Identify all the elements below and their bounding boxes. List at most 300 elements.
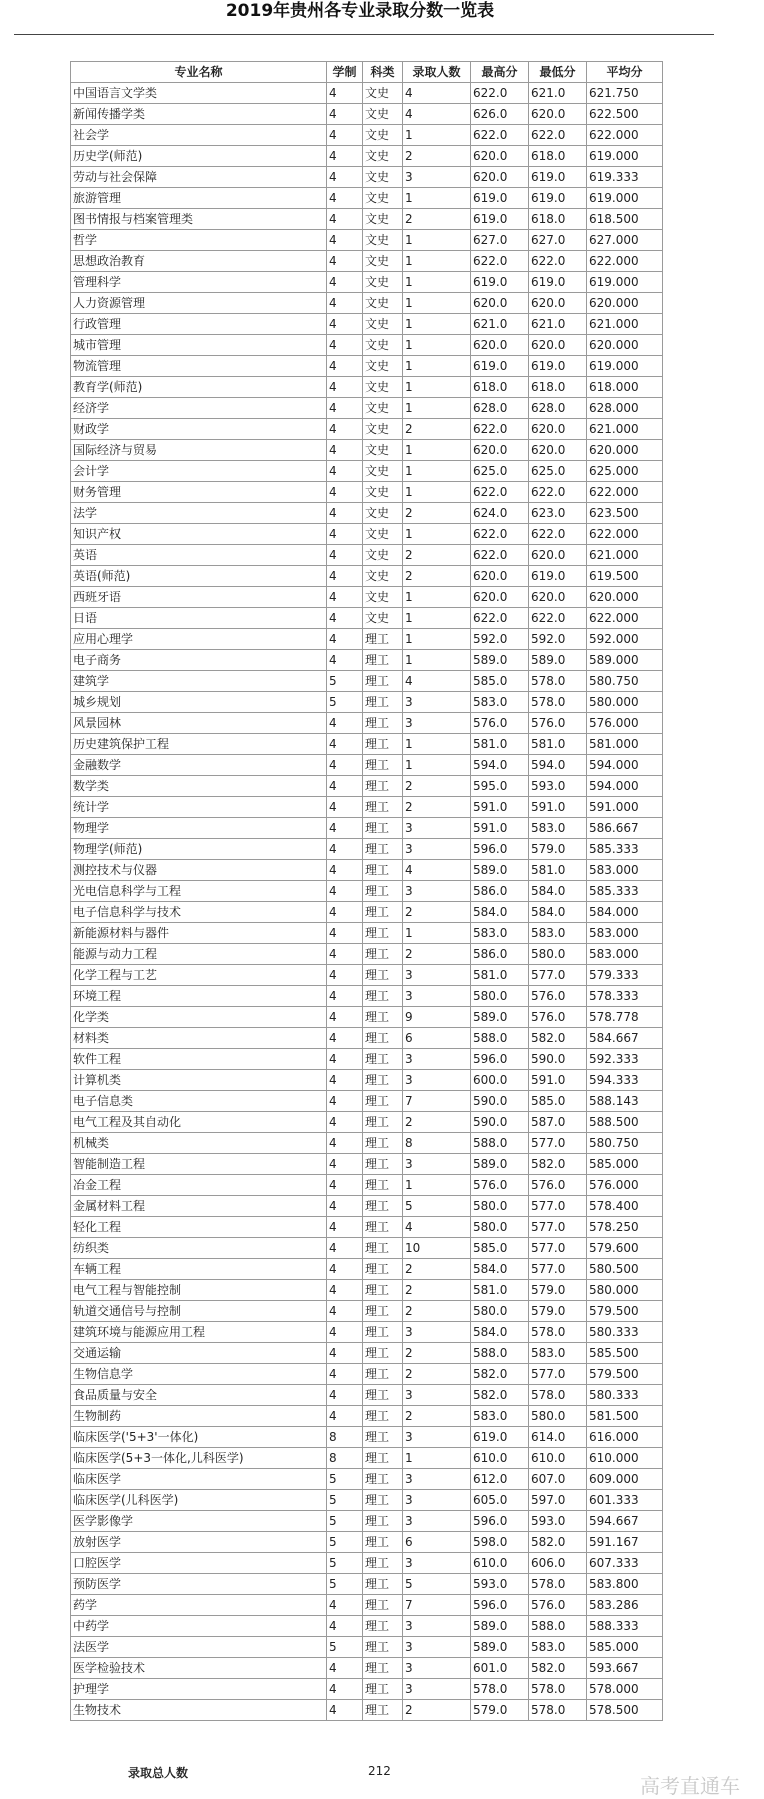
- cell-duration: 4: [327, 1700, 363, 1721]
- table-row: [71, 314, 663, 335]
- cell-avg-score: 601.333: [587, 1490, 663, 1511]
- cell-admitted-count: 1: [403, 608, 471, 629]
- cell-major-name: 英语(师范): [71, 566, 327, 587]
- cell-avg-score: 619.000: [587, 146, 663, 167]
- cell-major-name: 医学检验技术: [71, 1658, 327, 1679]
- cell-major-name: 统计学: [71, 797, 327, 818]
- cell-major-name: 化学类: [71, 1007, 327, 1028]
- table-row: [71, 1385, 663, 1406]
- cell-duration: 4: [327, 1658, 363, 1679]
- cell-admitted-count: 1: [403, 629, 471, 650]
- cell-avg-score: 580.750: [587, 671, 663, 692]
- table-row: [71, 398, 663, 419]
- cell-major-name: 智能制造工程: [71, 1154, 327, 1175]
- cell-duration: 4: [327, 734, 363, 755]
- table-row: [71, 482, 663, 503]
- table-row: [71, 1406, 663, 1427]
- cell-max-score: 590.0: [471, 1112, 529, 1133]
- cell-category: 理工: [363, 755, 403, 776]
- cell-major-name: 口腔医学: [71, 1553, 327, 1574]
- table-row: [71, 272, 663, 293]
- cell-admitted-count: 3: [403, 1490, 471, 1511]
- cell-major-name: 经济学: [71, 398, 327, 419]
- cell-duration: 4: [327, 608, 363, 629]
- cell-max-score: 600.0: [471, 1070, 529, 1091]
- cell-admitted-count: 2: [403, 146, 471, 167]
- cell-max-score: 580.0: [471, 1217, 529, 1238]
- cell-admitted-count: 2: [403, 1259, 471, 1280]
- cell-category: 文史: [363, 545, 403, 566]
- cell-max-score: 585.0: [471, 1238, 529, 1259]
- table-row: [71, 146, 663, 167]
- cell-category: 理工: [363, 1553, 403, 1574]
- table-row: [71, 902, 663, 923]
- cell-admitted-count: 2: [403, 1364, 471, 1385]
- cell-admitted-count: 1: [403, 272, 471, 293]
- cell-duration: 5: [327, 1553, 363, 1574]
- cell-avg-score: 583.000: [587, 923, 663, 944]
- cell-major-name: 新能源材料与器件: [71, 923, 327, 944]
- cell-duration: 4: [327, 314, 363, 335]
- cell-admitted-count: 9: [403, 1007, 471, 1028]
- cell-category: 理工: [363, 1469, 403, 1490]
- cell-avg-score: 580.500: [587, 1259, 663, 1280]
- cell-category: 理工: [363, 1259, 403, 1280]
- cell-max-score: 591.0: [471, 797, 529, 818]
- cell-admitted-count: 6: [403, 1532, 471, 1553]
- cell-major-name: 法学: [71, 503, 327, 524]
- cell-major-name: 旅游管理: [71, 188, 327, 209]
- cell-admitted-count: 4: [403, 1217, 471, 1238]
- cell-admitted-count: 1: [403, 1175, 471, 1196]
- cell-duration: 5: [327, 1532, 363, 1553]
- table-row: [71, 1469, 663, 1490]
- cell-max-score: 620.0: [471, 167, 529, 188]
- table-row: [71, 419, 663, 440]
- cell-admitted-count: 1: [403, 377, 471, 398]
- cell-major-name: 财政学: [71, 419, 327, 440]
- cell-min-score: 578.0: [529, 1574, 587, 1595]
- table-body: [71, 83, 663, 1721]
- cell-major-name: 预防医学: [71, 1574, 327, 1595]
- cell-min-score: 619.0: [529, 566, 587, 587]
- cell-min-score: 584.0: [529, 881, 587, 902]
- cell-min-score: 579.0: [529, 1301, 587, 1322]
- cell-admitted-count: 2: [403, 902, 471, 923]
- cell-min-score: 620.0: [529, 335, 587, 356]
- cell-min-score: 620.0: [529, 440, 587, 461]
- cell-avg-score: 588.500: [587, 1112, 663, 1133]
- cell-major-name: 纺织类: [71, 1238, 327, 1259]
- cell-min-score: 607.0: [529, 1469, 587, 1490]
- cell-duration: 4: [327, 398, 363, 419]
- cell-min-score: 580.0: [529, 944, 587, 965]
- cell-min-score: 582.0: [529, 1658, 587, 1679]
- cell-duration: 4: [327, 629, 363, 650]
- table-row: [71, 776, 663, 797]
- cell-avg-score: 579.600: [587, 1238, 663, 1259]
- cell-min-score: 606.0: [529, 1553, 587, 1574]
- cell-category: 理工: [363, 1616, 403, 1637]
- cell-min-score: 578.0: [529, 692, 587, 713]
- cell-min-score: 576.0: [529, 986, 587, 1007]
- table-row: [71, 1091, 663, 1112]
- cell-major-name: 新闻传播学类: [71, 104, 327, 125]
- cell-max-score: 610.0: [471, 1553, 529, 1574]
- cell-duration: 4: [327, 1364, 363, 1385]
- cell-avg-score: 578.250: [587, 1217, 663, 1238]
- cell-major-name: 思想政治教育: [71, 251, 327, 272]
- cell-duration: 5: [327, 1469, 363, 1490]
- cell-duration: 4: [327, 1343, 363, 1364]
- cell-admitted-count: 3: [403, 839, 471, 860]
- cell-max-score: 584.0: [471, 902, 529, 923]
- cell-major-name: 临床医学(5+3一体化,儿科医学): [71, 1448, 327, 1469]
- cell-duration: 4: [327, 587, 363, 608]
- cell-max-score: 619.0: [471, 209, 529, 230]
- cell-max-score: 619.0: [471, 272, 529, 293]
- cell-avg-score: 580.750: [587, 1133, 663, 1154]
- table-row: [71, 797, 663, 818]
- cell-avg-score: 585.333: [587, 881, 663, 902]
- cell-min-score: 592.0: [529, 629, 587, 650]
- cell-major-name: 护理学: [71, 1679, 327, 1700]
- cell-major-name: 图书情报与档案管理类: [71, 209, 327, 230]
- cell-category: 理工: [363, 1532, 403, 1553]
- cell-min-score: 576.0: [529, 1007, 587, 1028]
- cell-admitted-count: 3: [403, 1427, 471, 1448]
- cell-admitted-count: 2: [403, 1112, 471, 1133]
- cell-min-score: 579.0: [529, 1280, 587, 1301]
- table-row: [71, 83, 663, 104]
- cell-max-score: 583.0: [471, 923, 529, 944]
- cell-major-name: 临床医学: [71, 1469, 327, 1490]
- cell-category: 理工: [363, 1574, 403, 1595]
- cell-min-score: 578.0: [529, 1700, 587, 1721]
- cell-admitted-count: 1: [403, 398, 471, 419]
- cell-admitted-count: 1: [403, 734, 471, 755]
- table-row: [71, 734, 663, 755]
- cell-max-score: 620.0: [471, 293, 529, 314]
- cell-avg-score: 622.000: [587, 608, 663, 629]
- cell-category: 文史: [363, 188, 403, 209]
- cell-admitted-count: 5: [403, 1196, 471, 1217]
- cell-min-score: 577.0: [529, 1133, 587, 1154]
- cell-admitted-count: 10: [403, 1238, 471, 1259]
- cell-major-name: 食品质量与安全: [71, 1385, 327, 1406]
- cell-duration: 4: [327, 923, 363, 944]
- table-row: [71, 1007, 663, 1028]
- cell-min-score: 587.0: [529, 1112, 587, 1133]
- watermark-logo: 高考直通车: [640, 1774, 740, 1798]
- header-max-score: 最高分: [471, 62, 529, 83]
- cell-min-score: 577.0: [529, 1259, 587, 1280]
- cell-max-score: 585.0: [471, 671, 529, 692]
- header-duration: 学制: [327, 62, 363, 83]
- cell-max-score: 589.0: [471, 650, 529, 671]
- cell-avg-score: 619.000: [587, 356, 663, 377]
- cell-admitted-count: 3: [403, 1658, 471, 1679]
- cell-avg-score: 585.500: [587, 1343, 663, 1364]
- cell-duration: 4: [327, 335, 363, 356]
- cell-min-score: 619.0: [529, 356, 587, 377]
- cell-category: 文史: [363, 335, 403, 356]
- table-row: [71, 1238, 663, 1259]
- cell-major-name: 能源与动力工程: [71, 944, 327, 965]
- table-row: [71, 230, 663, 251]
- cell-major-name: 材料类: [71, 1028, 327, 1049]
- cell-avg-score: 623.500: [587, 503, 663, 524]
- cell-max-score: 627.0: [471, 230, 529, 251]
- cell-duration: 4: [327, 1217, 363, 1238]
- cell-admitted-count: 4: [403, 860, 471, 881]
- cell-max-score: 586.0: [471, 881, 529, 902]
- cell-duration: 4: [327, 1028, 363, 1049]
- cell-major-name: 建筑学: [71, 671, 327, 692]
- cell-max-score: 589.0: [471, 1007, 529, 1028]
- table-row: [71, 965, 663, 986]
- cell-category: 理工: [363, 902, 403, 923]
- cell-duration: 5: [327, 1637, 363, 1658]
- cell-min-score: 622.0: [529, 251, 587, 272]
- cell-category: 文史: [363, 167, 403, 188]
- cell-category: 文史: [363, 608, 403, 629]
- table-row: [71, 1574, 663, 1595]
- cell-admitted-count: 3: [403, 1553, 471, 1574]
- cell-duration: 4: [327, 902, 363, 923]
- cell-admitted-count: 3: [403, 1322, 471, 1343]
- cell-duration: 4: [327, 1091, 363, 1112]
- table-row: [71, 503, 663, 524]
- cell-min-score: 619.0: [529, 167, 587, 188]
- cell-min-score: 621.0: [529, 83, 587, 104]
- cell-min-score: 619.0: [529, 188, 587, 209]
- cell-category: 理工: [363, 1196, 403, 1217]
- cell-category: 文史: [363, 251, 403, 272]
- cell-category: 理工: [363, 650, 403, 671]
- cell-min-score: 620.0: [529, 545, 587, 566]
- table-row: [71, 1427, 663, 1448]
- cell-category: 理工: [363, 986, 403, 1007]
- cell-admitted-count: 2: [403, 545, 471, 566]
- cell-duration: 4: [327, 797, 363, 818]
- cell-category: 文史: [363, 377, 403, 398]
- cell-admitted-count: 3: [403, 713, 471, 734]
- cell-duration: 4: [327, 818, 363, 839]
- cell-duration: 4: [327, 146, 363, 167]
- table-row: [71, 1595, 663, 1616]
- cell-max-score: 581.0: [471, 1280, 529, 1301]
- cell-duration: 4: [327, 839, 363, 860]
- cell-min-score: 583.0: [529, 1343, 587, 1364]
- cell-max-score: 596.0: [471, 1595, 529, 1616]
- cell-major-name: 金融数学: [71, 755, 327, 776]
- cell-admitted-count: 1: [403, 440, 471, 461]
- cell-max-score: 593.0: [471, 1574, 529, 1595]
- cell-min-score: 610.0: [529, 1448, 587, 1469]
- cell-duration: 4: [327, 860, 363, 881]
- cell-min-score: 619.0: [529, 272, 587, 293]
- cell-duration: 4: [327, 965, 363, 986]
- cell-duration: 4: [327, 419, 363, 440]
- cell-major-name: 轻化工程: [71, 1217, 327, 1238]
- cell-major-name: 放射医学: [71, 1532, 327, 1553]
- cell-major-name: 电气工程及其自动化: [71, 1112, 327, 1133]
- cell-admitted-count: 1: [403, 482, 471, 503]
- cell-avg-score: 584.000: [587, 902, 663, 923]
- cell-admitted-count: 3: [403, 1154, 471, 1175]
- cell-admitted-count: 2: [403, 1406, 471, 1427]
- cell-max-score: 582.0: [471, 1385, 529, 1406]
- cell-admitted-count: 8: [403, 1133, 471, 1154]
- cell-max-score: 584.0: [471, 1322, 529, 1343]
- cell-avg-score: 619.000: [587, 272, 663, 293]
- cell-major-name: 环境工程: [71, 986, 327, 1007]
- cell-category: 理工: [363, 923, 403, 944]
- cell-min-score: 580.0: [529, 1406, 587, 1427]
- table-row: [71, 1175, 663, 1196]
- cell-duration: 4: [327, 461, 363, 482]
- cell-avg-score: 585.000: [587, 1637, 663, 1658]
- cell-category: 理工: [363, 1007, 403, 1028]
- cell-max-score: 580.0: [471, 986, 529, 1007]
- cell-avg-score: 610.000: [587, 1448, 663, 1469]
- cell-major-name: 历史建筑保护工程: [71, 734, 327, 755]
- cell-major-name: 生物信息学: [71, 1364, 327, 1385]
- cell-avg-score: 578.000: [587, 1679, 663, 1700]
- cell-avg-score: 583.000: [587, 860, 663, 881]
- cell-category: 理工: [363, 944, 403, 965]
- cell-category: 理工: [363, 1175, 403, 1196]
- cell-duration: 4: [327, 1070, 363, 1091]
- cell-avg-score: 627.000: [587, 230, 663, 251]
- cell-min-score: 621.0: [529, 314, 587, 335]
- table-row: [71, 1616, 663, 1637]
- cell-admitted-count: 2: [403, 503, 471, 524]
- cell-admitted-count: 7: [403, 1595, 471, 1616]
- cell-max-score: 620.0: [471, 335, 529, 356]
- cell-major-name: 物流管理: [71, 356, 327, 377]
- cell-category: 理工: [363, 1658, 403, 1679]
- cell-major-name: 城乡规划: [71, 692, 327, 713]
- cell-major-name: 物理学(师范): [71, 839, 327, 860]
- cell-duration: 4: [327, 1175, 363, 1196]
- cell-duration: 4: [327, 545, 363, 566]
- cell-duration: 4: [327, 167, 363, 188]
- cell-major-name: 哲学: [71, 230, 327, 251]
- cell-avg-score: 619.333: [587, 167, 663, 188]
- cell-max-score: 618.0: [471, 377, 529, 398]
- cell-admitted-count: 1: [403, 335, 471, 356]
- cell-admitted-count: 3: [403, 986, 471, 1007]
- cell-avg-score: 591.000: [587, 797, 663, 818]
- cell-admitted-count: 1: [403, 755, 471, 776]
- cell-duration: 5: [327, 1574, 363, 1595]
- cell-major-name: 生物制药: [71, 1406, 327, 1427]
- cell-category: 理工: [363, 1301, 403, 1322]
- cell-admitted-count: 1: [403, 524, 471, 545]
- table-row: [71, 1637, 663, 1658]
- table-row: [71, 1280, 663, 1301]
- cell-min-score: 576.0: [529, 713, 587, 734]
- cell-admitted-count: 2: [403, 776, 471, 797]
- cell-avg-score: 607.333: [587, 1553, 663, 1574]
- table-row: [71, 1154, 663, 1175]
- cell-major-name: 英语: [71, 545, 327, 566]
- table-row: [71, 671, 663, 692]
- cell-major-name: 医学影像学: [71, 1511, 327, 1532]
- cell-avg-score: 621.000: [587, 545, 663, 566]
- cell-max-score: 584.0: [471, 1259, 529, 1280]
- cell-duration: 4: [327, 1616, 363, 1637]
- table-row: [71, 881, 663, 902]
- cell-major-name: 国际经济与贸易: [71, 440, 327, 461]
- cell-max-score: 622.0: [471, 524, 529, 545]
- cell-min-score: 582.0: [529, 1028, 587, 1049]
- table-row: [71, 188, 663, 209]
- cell-category: 理工: [363, 797, 403, 818]
- cell-max-score: 596.0: [471, 839, 529, 860]
- table-row: [71, 545, 663, 566]
- cell-min-score: 579.0: [529, 839, 587, 860]
- cell-major-name: 知识产权: [71, 524, 327, 545]
- cell-major-name: 劳动与社会保障: [71, 167, 327, 188]
- table-row: [71, 839, 663, 860]
- cell-category: 文史: [363, 209, 403, 230]
- cell-major-name: 电气工程与智能控制: [71, 1280, 327, 1301]
- cell-duration: 4: [327, 104, 363, 125]
- cell-major-name: 中国语言文学类: [71, 83, 327, 104]
- cell-min-score: 620.0: [529, 587, 587, 608]
- cell-duration: 4: [327, 1322, 363, 1343]
- cell-max-score: 581.0: [471, 965, 529, 986]
- cell-duration: 4: [327, 1259, 363, 1280]
- cell-duration: 4: [327, 1385, 363, 1406]
- cell-min-score: 623.0: [529, 503, 587, 524]
- cell-min-score: 618.0: [529, 146, 587, 167]
- cell-min-score: 627.0: [529, 230, 587, 251]
- cell-major-name: 软件工程: [71, 1049, 327, 1070]
- cell-duration: 4: [327, 524, 363, 545]
- cell-major-name: 城市管理: [71, 335, 327, 356]
- cell-avg-score: 588.143: [587, 1091, 663, 1112]
- cell-major-name: 社会学: [71, 125, 327, 146]
- cell-avg-score: 620.000: [587, 587, 663, 608]
- cell-admitted-count: 4: [403, 83, 471, 104]
- cell-max-score: 579.0: [471, 1700, 529, 1721]
- cell-max-score: 622.0: [471, 125, 529, 146]
- cell-min-score: 622.0: [529, 608, 587, 629]
- cell-duration: 4: [327, 356, 363, 377]
- cell-duration: 5: [327, 1511, 363, 1532]
- cell-admitted-count: 5: [403, 1574, 471, 1595]
- cell-avg-score: 616.000: [587, 1427, 663, 1448]
- cell-major-name: 车辆工程: [71, 1259, 327, 1280]
- table-row: [71, 1112, 663, 1133]
- cell-admitted-count: 2: [403, 566, 471, 587]
- cell-category: 理工: [363, 1406, 403, 1427]
- cell-category: 理工: [363, 1343, 403, 1364]
- cell-max-score: 589.0: [471, 860, 529, 881]
- cell-duration: 4: [327, 1238, 363, 1259]
- cell-max-score: 622.0: [471, 251, 529, 272]
- cell-admitted-count: 1: [403, 587, 471, 608]
- cell-min-score: 620.0: [529, 419, 587, 440]
- cell-min-score: 578.0: [529, 1385, 587, 1406]
- cell-category: 文史: [363, 482, 403, 503]
- cell-min-score: 622.0: [529, 524, 587, 545]
- cell-category: 文史: [363, 566, 403, 587]
